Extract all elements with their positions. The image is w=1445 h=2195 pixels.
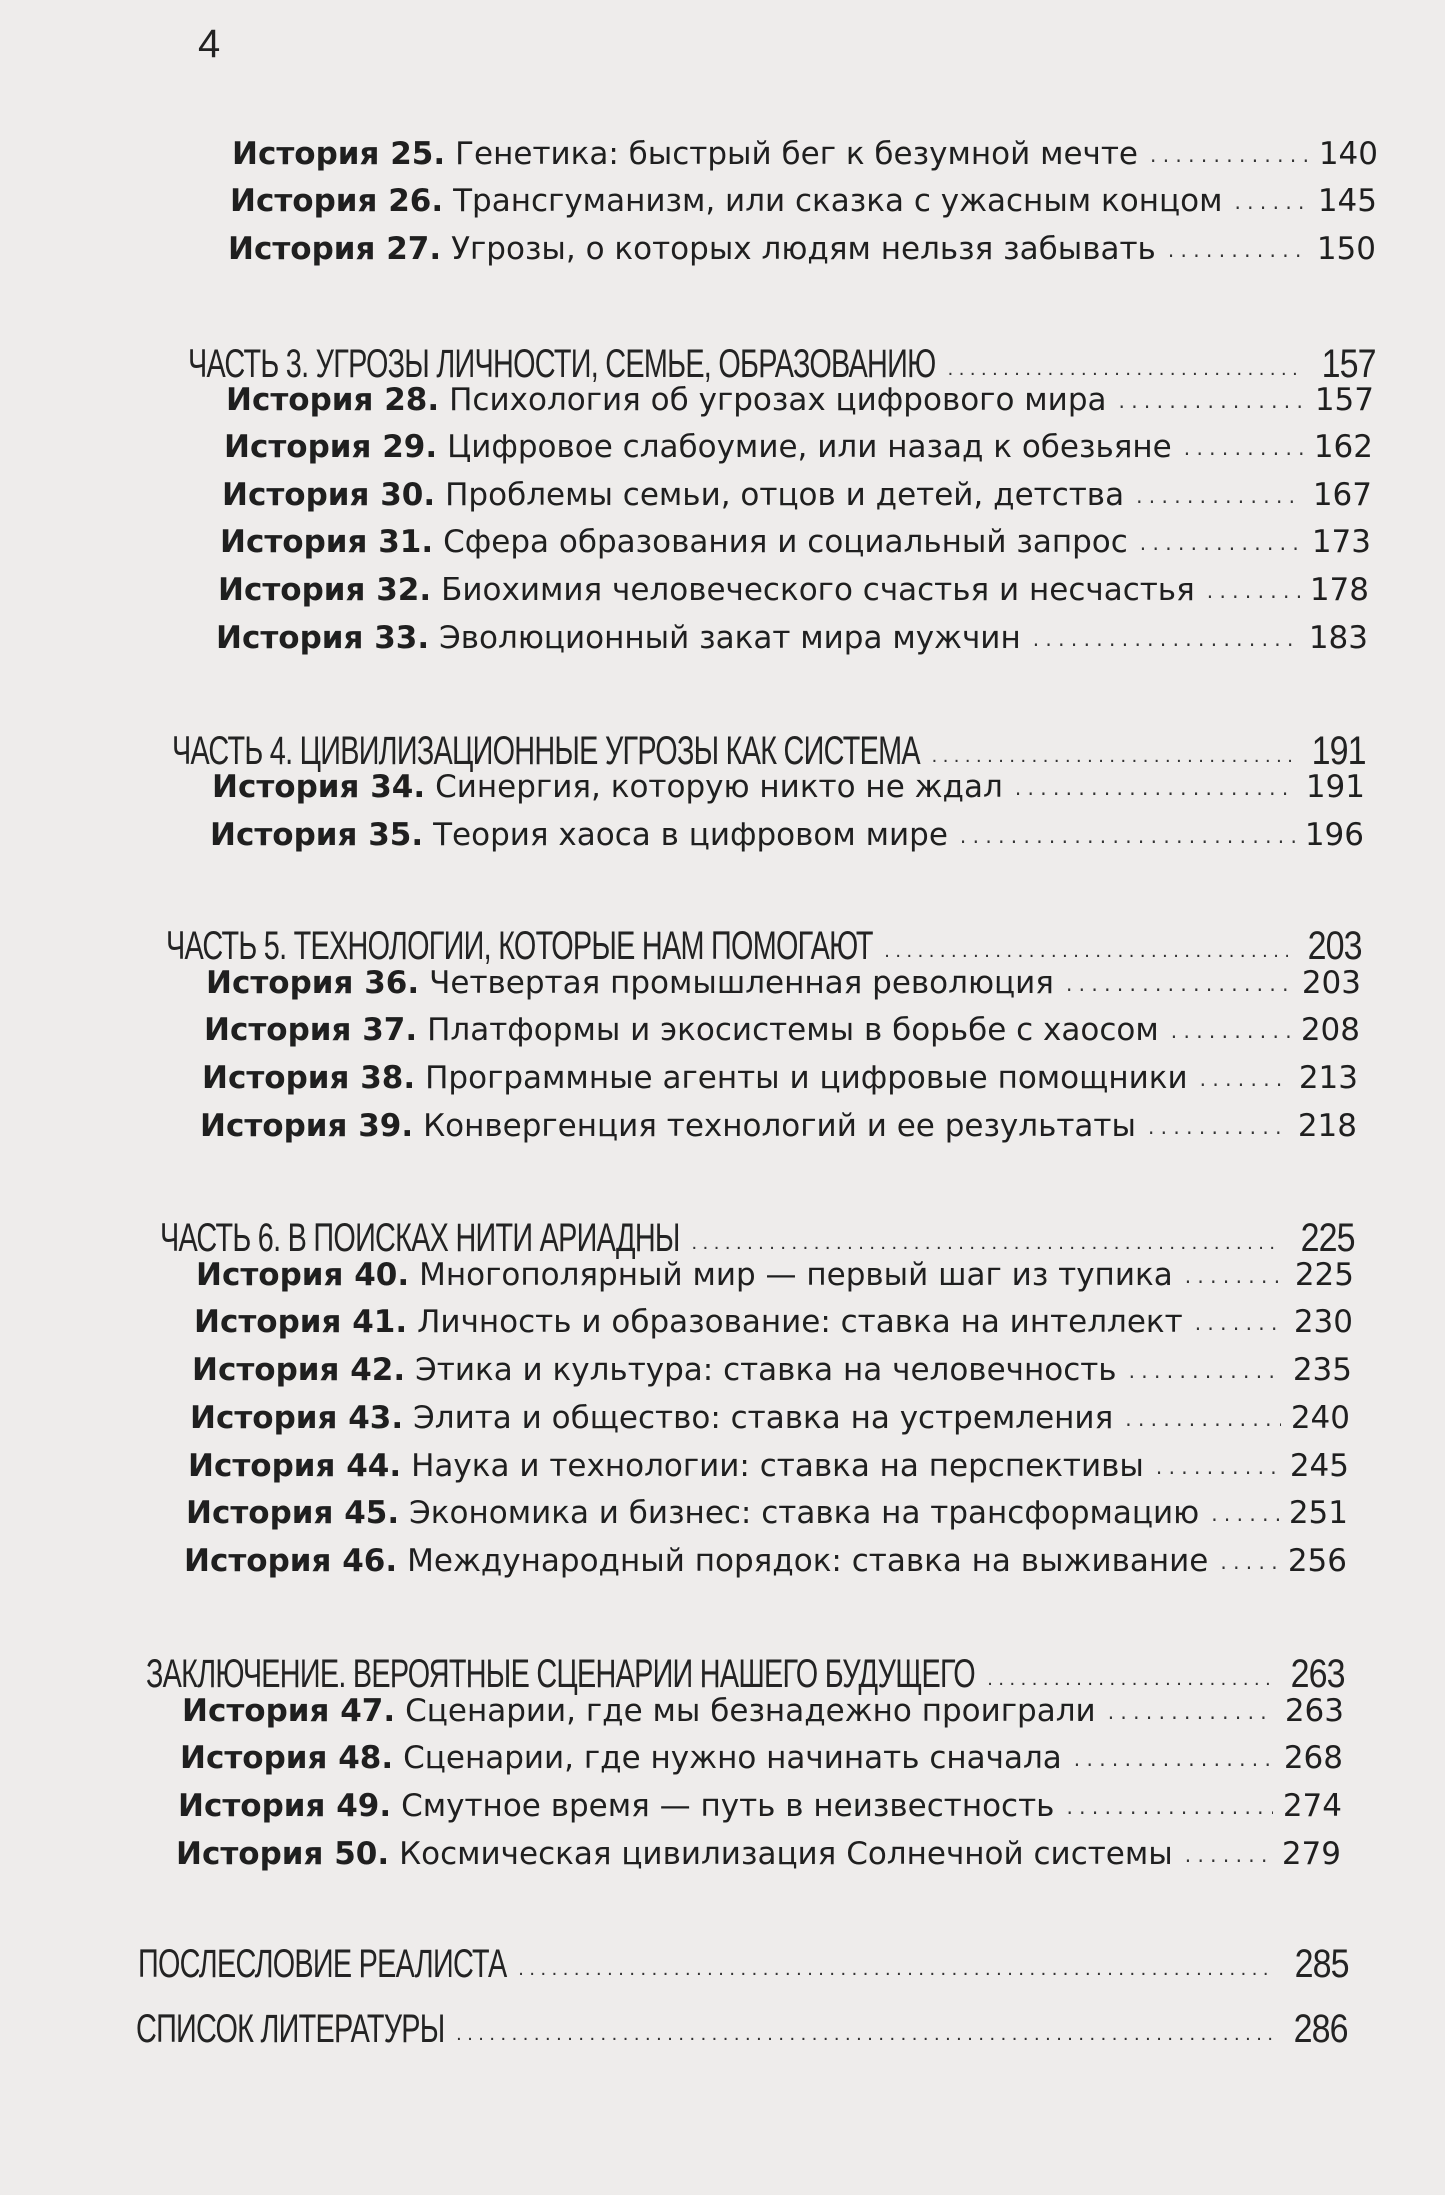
story-label: История 26. [230, 183, 444, 219]
dot-leader [518, 1958, 1275, 1981]
toc-story-entry [226, 382, 1374, 426]
toc-story-entry [228, 231, 1376, 275]
story-label: История 42. [192, 1352, 406, 1388]
dot-leader [1185, 1843, 1272, 1867]
toc-part-entry [146, 1652, 1345, 1697]
page-ref: 256 [1287, 1543, 1347, 1579]
story-label: История 50. [176, 1836, 390, 1872]
dot-leader [1119, 389, 1305, 413]
story-title: Психология об угрозах цифрового мира [449, 382, 1107, 418]
toc-part-entry [166, 924, 1362, 969]
dot-leader [1234, 190, 1307, 214]
page-ref: 251 [1288, 1495, 1348, 1531]
toc-story-entry [200, 1108, 1357, 1152]
toc-story-entry [186, 1495, 1348, 1539]
toc-story-entry [184, 1543, 1347, 1587]
story-label: История 30. [222, 477, 436, 513]
toc-story-entry [188, 1448, 1349, 1492]
page-ref: 274 [1282, 1788, 1342, 1824]
part-title: ЧАСТЬ 3. УГРОЗЫ ЛИЧНОСТИ, СЕМЬЕ, ОБРАЗОВАНИЮ [188, 342, 936, 386]
toc-story-entry [232, 136, 1378, 180]
page-ref: 285 [1294, 1942, 1349, 1986]
story-title: Личность и образование: ставка на интеллект [417, 1304, 1183, 1340]
page-ref: 191 [1305, 769, 1365, 805]
toc-story-entry [192, 1352, 1352, 1396]
dot-leader [1136, 484, 1303, 508]
dot-leader [1015, 776, 1296, 800]
story-label: История 49. [178, 1788, 392, 1824]
story-title: Экономика и бизнес: ставка на трансформацию [409, 1495, 1200, 1531]
toc-part-entry [160, 1216, 1355, 1261]
page-ref: 208 [1300, 1012, 1360, 1048]
dot-leader [1033, 627, 1299, 651]
toc-story-entry [230, 183, 1377, 227]
dot-leader [1195, 1311, 1284, 1335]
story-label: История 36. [206, 965, 420, 1001]
page-ref: 286 [1293, 2007, 1348, 2051]
dot-leader [1066, 972, 1292, 996]
toc-story-entry [190, 1400, 1350, 1444]
page-ref: 230 [1293, 1304, 1353, 1340]
story-title: Четвертая промышленная революция [429, 965, 1054, 1001]
toc-story-entry [204, 1012, 1360, 1056]
story-label: История 25. [232, 136, 446, 172]
story-label: История 38. [202, 1060, 416, 1096]
part-title: СПИСОК ЛИТЕРАТУРЫ [136, 2007, 445, 2051]
story-label: История 28. [226, 382, 440, 418]
dot-leader [1066, 1795, 1272, 1819]
story-title: Наука и технологии: ставка на перспективы [411, 1448, 1144, 1484]
dot-leader [1148, 1115, 1288, 1139]
story-label: История 43. [190, 1400, 404, 1436]
page-ref: 140 [1318, 136, 1378, 172]
story-label: История 46. [184, 1543, 398, 1579]
story-label: История 45. [186, 1495, 400, 1531]
dot-leader [1207, 579, 1300, 603]
page-number: 4 [198, 22, 221, 66]
page-ref: 178 [1309, 572, 1369, 608]
part-title: ЧАСТЬ 5. ТЕХНОЛОГИИ, КОТОРЫЕ НАМ ПОМОГАЮТ [166, 924, 873, 968]
story-title: Программные агенты и цифровые помощники [425, 1060, 1188, 1096]
dot-leader [960, 824, 1295, 848]
page-ref: 263 [1284, 1693, 1344, 1729]
toc-part-entry [172, 729, 1366, 774]
toc-story-entry [212, 769, 1365, 813]
dot-leader [456, 2023, 1274, 2046]
story-title: Этика и культура: ставка на человечность [415, 1352, 1117, 1388]
page-ref: 145 [1317, 183, 1377, 219]
part-title: ПОСЛЕСЛОВИЕ РЕАЛИСТА [138, 1942, 507, 1986]
story-title: Космическая цивилизация Солнечной системы [399, 1836, 1173, 1872]
toc-story-entry [176, 1836, 1341, 1880]
toc-story-entry [196, 1257, 1354, 1301]
page-ref: 225 [1300, 1216, 1355, 1260]
page-ref: 213 [1298, 1060, 1358, 1096]
story-label: История 41. [194, 1304, 408, 1340]
story-title: Генетика: быстрый бег к безумной мечте [455, 136, 1138, 172]
dot-leader [884, 940, 1288, 963]
story-label: История 37. [204, 1012, 418, 1048]
story-label: История 33. [216, 620, 430, 656]
story-label: История 39. [200, 1108, 414, 1144]
story-label: История 48. [180, 1740, 394, 1776]
story-title: Цифровое слабоумие, или назад к обезьяне [447, 429, 1172, 465]
dot-leader [1108, 1700, 1275, 1724]
dot-leader [948, 358, 1303, 381]
page-ref: 150 [1316, 231, 1376, 267]
page-ref: 203 [1307, 924, 1362, 968]
dot-leader [1150, 143, 1309, 167]
page-ref: 279 [1281, 1836, 1341, 1872]
story-label: История 27. [228, 231, 442, 267]
page-ref: 173 [1311, 524, 1371, 560]
page-ref: 263 [1290, 1652, 1345, 1696]
dot-leader [1129, 1359, 1283, 1383]
toc-story-entry [206, 965, 1361, 1009]
dot-leader [1184, 436, 1304, 460]
story-title: Биохимия человеческого счастья и несчастья [441, 572, 1195, 608]
part-title: ЧАСТЬ 6. В ПОИСКАХ НИТИ АРИАДНЫ [160, 1216, 680, 1260]
toc-part-entry [138, 1942, 1349, 1987]
dot-leader [1200, 1067, 1289, 1091]
part-title: ЧАСТЬ 4. ЦИВИЛИЗАЦИОННЫЕ УГРОЗЫ КАК СИСТЕМА [172, 729, 920, 773]
page-ref: 191 [1311, 729, 1366, 773]
story-title: Элита и общество: ставка на устремления [413, 1400, 1114, 1436]
dot-leader [1074, 1747, 1274, 1771]
story-title: Многополярный мир — первый шаг из тупика [419, 1257, 1173, 1293]
story-title: Сценарии, где нужно начинать сначала [403, 1740, 1062, 1776]
toc-story-entry [224, 429, 1373, 473]
toc-story-entry [218, 572, 1369, 616]
toc-story-entry [216, 620, 1368, 664]
story-title: Теория хаоса в цифровом мире [433, 817, 948, 853]
toc-story-entry [182, 1693, 1344, 1737]
story-label: История 31. [220, 524, 434, 560]
page-ref: 157 [1314, 382, 1374, 418]
toc-story-entry [222, 477, 1372, 521]
story-label: История 34. [212, 769, 426, 805]
part-title: ЗАКЛЮЧЕНИЕ. ВЕРОЯТНЫЕ СЦЕНАРИИ НАШЕГО БУДУЩЕГО [146, 1652, 975, 1696]
toc-part-entry [188, 342, 1376, 387]
story-label: История 29. [224, 429, 438, 465]
story-title: Платформы и экосистемы в борьбе с хаосом [427, 1012, 1159, 1048]
story-label: История 35. [210, 817, 424, 853]
story-title: Сценарии, где мы безнадежно проиграли [405, 1693, 1096, 1729]
page-ref: 235 [1292, 1352, 1352, 1388]
toc-story-entry [194, 1304, 1353, 1348]
toc-story-entry [220, 524, 1371, 568]
story-title: Трансгуманизм, или сказка с ужасным концом [453, 183, 1223, 219]
dot-leader [1156, 1455, 1280, 1479]
story-title: Эволюционный закат мира мужчин [439, 620, 1021, 656]
story-title: Конвергенция технологий и ее результаты [423, 1108, 1136, 1144]
toc-story-entry [180, 1740, 1343, 1784]
story-label: История 40. [196, 1257, 410, 1293]
story-title: Синергия, которую никто не ждал [435, 769, 1003, 805]
dot-leader [1220, 1550, 1277, 1574]
dot-leader [1171, 1019, 1291, 1043]
story-title: Проблемы семьи, отцов и детей, детства [445, 477, 1125, 513]
story-title: Смутное время — путь в неизвестность [401, 1788, 1055, 1824]
dot-leader [1168, 238, 1307, 262]
toc-part-entry [136, 2007, 1348, 2052]
dot-leader [1125, 1407, 1281, 1431]
dot-leader [692, 1232, 1282, 1255]
page-ref: 196 [1304, 817, 1364, 853]
page-ref: 167 [1312, 477, 1372, 513]
toc-story-entry [178, 1788, 1342, 1832]
story-label: История 32. [218, 572, 432, 608]
story-label: История 47. [182, 1693, 396, 1729]
dot-leader [987, 1668, 1271, 1691]
page-ref: 268 [1283, 1740, 1343, 1776]
page-ref: 218 [1297, 1108, 1357, 1144]
story-title: Международный порядок: ставка на выживание [407, 1543, 1209, 1579]
page-ref: 240 [1290, 1400, 1350, 1436]
dot-leader [932, 745, 1293, 768]
story-title: Сфера образования и социальный запрос [443, 524, 1128, 560]
dot-leader [1140, 531, 1302, 555]
page-ref: 245 [1289, 1448, 1349, 1484]
toc-story-entry [210, 817, 1364, 861]
toc-story-entry [202, 1060, 1358, 1104]
dot-leader [1185, 1264, 1285, 1288]
story-label: История 44. [188, 1448, 402, 1484]
page-ref: 203 [1301, 965, 1361, 1001]
page-ref: 183 [1308, 620, 1368, 656]
page-ref: 162 [1313, 429, 1373, 465]
page-ref: 225 [1294, 1257, 1354, 1293]
page-ref: 157 [1321, 342, 1376, 386]
story-title: Угрозы, о которых людям нельзя забывать [451, 231, 1156, 267]
dot-leader [1211, 1502, 1279, 1526]
